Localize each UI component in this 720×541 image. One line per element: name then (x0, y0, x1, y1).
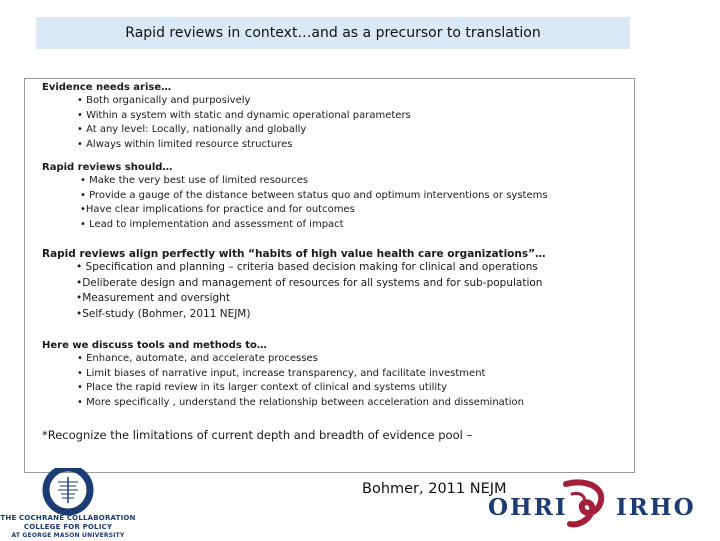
cochrane-logo (0, 468, 136, 540)
bullet-item: • Limit biases of narrative input, increase transparency, and facilitate investment (77, 367, 486, 379)
bullet-item: •Have clear implications for practice and for outcomes (80, 204, 355, 215)
bullet-item: • Provide a gauge of the distance between status quo and optimum interventions or systems (80, 189, 548, 201)
slide-title-text: Rapid reviews in context…and as a precursor to translation (125, 25, 541, 41)
ohri-logo (484, 476, 694, 532)
section-rapid-reviews-should (42, 162, 548, 232)
section-tools-and-methods (42, 340, 524, 410)
bullet-item: • Make the very best use of limited resources (80, 175, 309, 186)
bullet-item: • Enhance, automate, and accelerate processes (77, 353, 318, 364)
bullet-item: •Self-study (Bohmer, 2011 NEJM) (76, 307, 251, 320)
bullet-item: • Within a system with static and dynamic operational parameters (77, 109, 411, 121)
bullet-item: • Both organically and purposively (77, 95, 251, 106)
bullet-item: • More specifically , understand the relationship between acceleration and dissemination (77, 396, 524, 408)
ohri-text: OHRI (488, 494, 568, 521)
bullet-item: • Specification and planning – criteria based decision making for clinical and operations (76, 261, 538, 273)
cochrane-line-2: COLLEGE FOR POLICY (23, 523, 113, 531)
section-heading: Evidence needs arise… (42, 82, 172, 93)
limitations-note: *Recognize the limitations of current depth and breadth of evidence pool – (42, 428, 473, 442)
slide-title (36, 17, 630, 49)
section-rapid-reviews-align (42, 248, 546, 322)
section-heading: Rapid reviews align perfectly with “habits of high value health care organizations”… (42, 248, 546, 260)
bullet-item: •Measurement and oversight (76, 292, 230, 304)
section-heading: Here we discuss tools and methods to… (42, 340, 267, 351)
ohri-swirl-icon (560, 478, 610, 530)
bullet-item: • At any level: Locally, nationally and globally (77, 124, 307, 135)
cochrane-line-1: THE COCHRANE COLLABORATION (0, 514, 136, 522)
irho-text: IRHO (616, 494, 696, 521)
citation: Bohmer, 2011 NEJM (362, 481, 507, 497)
bullet-item: • Always within limited resource structures (77, 138, 293, 150)
section-evidence-needs (42, 82, 411, 152)
bullet-item: • Lead to implementation and assessment of impact (80, 218, 344, 230)
bullet-item: • Place the rapid review in its larger context of clinical and systems utility (77, 382, 447, 393)
section-heading: Rapid reviews should… (42, 162, 173, 173)
cochrane-line-3: AT GEORGE MASON UNIVERSITY (11, 532, 125, 539)
cochrane-emblem-icon (0, 468, 136, 516)
bullet-item: •Deliberate design and management of resources for all systems and for sub-population (76, 276, 543, 289)
